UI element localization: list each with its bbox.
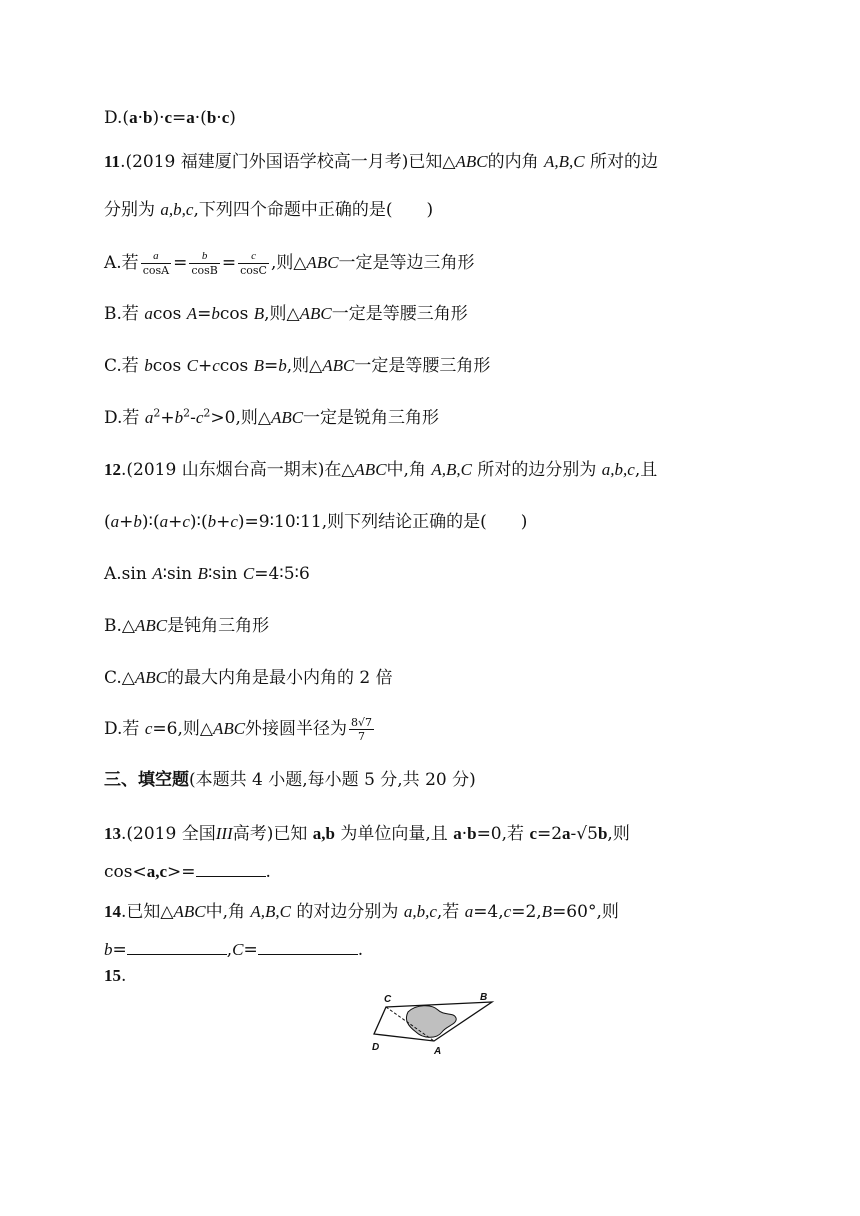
q12-option-d: D.若 c=6,则△ABC外接圆半径为 $\frac{8√7}{7}$ xyxy=(104,716,373,743)
question-number: 11 xyxy=(104,152,121,171)
fraction: $\frac{b}{\cos B}$ xyxy=(191,250,218,277)
vertex-label-a: A xyxy=(434,1046,442,1057)
q14-stem-line1: 14.已知△ABC中,角 A,B,C 的对边分别为 a,b,c,若 a=4,c=2,B=60°,则 xyxy=(104,902,619,922)
question-number: 12 xyxy=(104,460,121,479)
parallelogram-diagram xyxy=(362,990,502,1060)
q13-stem-line1: 13.(2019 全国III高考)已知 a,b 为单位向量,且 a·b=0,若 c=2a-√5b,则 xyxy=(104,824,630,844)
q11-stem-line1: 11.(2019 福建厦门外国语学校高一月考)已知△ABC的内角 A,B,C 所对的边 xyxy=(104,152,659,172)
q12-stem-line2: (a+b)∶(a+c)∶(b+c)=9∶10∶11,则下列结论正确的是( ) xyxy=(104,512,528,532)
question-number: 15 xyxy=(104,966,121,985)
vertex-label-c: C xyxy=(384,994,392,1005)
q13-stem-line2: cos<a,c>= . xyxy=(104,862,271,882)
q12-option-c: C.△ABC的最大内角是最小内角的 2 倍 xyxy=(104,668,393,688)
parallelogram-figure xyxy=(362,990,502,1065)
answer-blank[interactable] xyxy=(196,860,266,877)
q14-stem-line2: b= ,C= . xyxy=(104,940,364,960)
section-heading: 三、填空题(本题共 4 小题,每小题 5 分,共 20 分) xyxy=(104,770,476,790)
q11-option-d: D.若 $a^2+b^2-c^2>0$,则△ABC一定是锐角三角形 xyxy=(104,406,440,428)
q12-option-b: B.△ABC是钝角三角形 xyxy=(104,616,270,636)
shaded-region xyxy=(406,1006,456,1038)
q15-stem: 15. xyxy=(104,966,127,986)
q11-option-c: C.若 bcos C+ccos B=b,则△ABC一定是等腰三角形 xyxy=(104,356,491,376)
q11-stem-line2: 分别为 a,b,c,下列四个命题中正确的是( ) xyxy=(104,200,434,220)
fraction: $\frac{c}{\cos C}$ xyxy=(240,250,267,277)
vertex-label-b: B xyxy=(480,992,488,1003)
fraction: $\frac{a}{\cos A}$ xyxy=(142,250,170,277)
vertex-label-d: D xyxy=(372,1042,380,1053)
q12-stem-line1: 12.(2019 山东烟台高一期末)在△ABC中,角 A,B,C 所对的边分别为 a,b,c,且 xyxy=(104,460,658,480)
q11-option-a: A.若 $\frac{a}{\cos A}$ = $\frac{b}{\cos B}$ = $\frac{c}{\cos C}$ ,则△ABC一定是等边三角形 xyxy=(104,250,475,277)
answer-blank-c[interactable] xyxy=(258,938,358,955)
q10-option-d: D.(a·b)·c=a·(b·c) xyxy=(104,108,236,128)
question-number: 14 xyxy=(104,902,121,921)
question-number: 13 xyxy=(104,824,121,843)
q11-option-b: B.若 acos A=bcos B,则△ABC一定是等腰三角形 xyxy=(104,304,468,324)
q12-option-a: A.sin A∶sin B∶sin C=4∶5∶6 xyxy=(104,564,310,584)
fraction: $\frac{8√7}{7}$ xyxy=(351,716,373,743)
answer-blank-b[interactable] xyxy=(127,938,227,955)
